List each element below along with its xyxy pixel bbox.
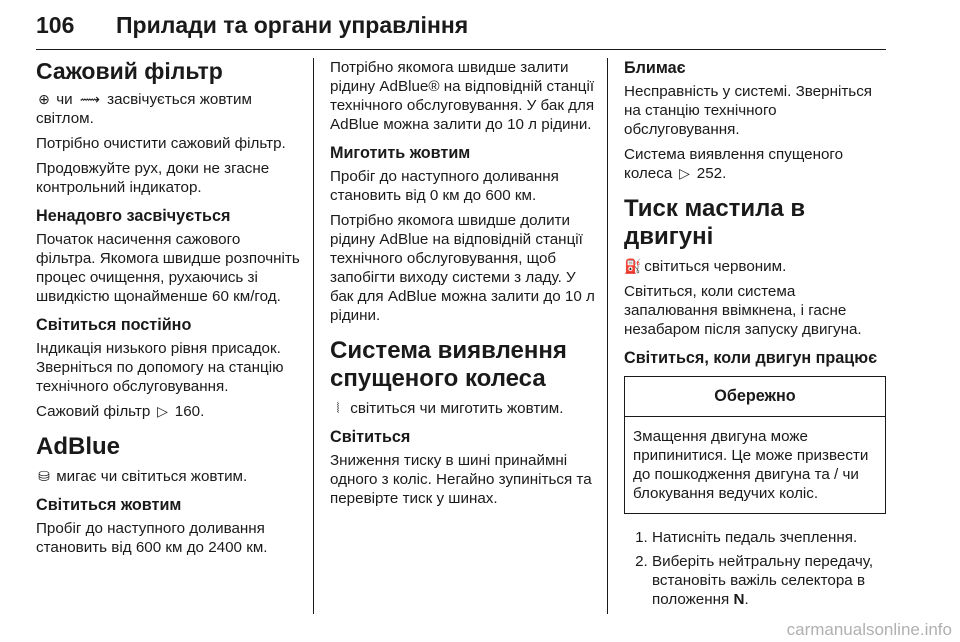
soot-filter-icon: ⊕	[38, 91, 50, 107]
paragraph-tpms-indicator	[330, 399, 600, 418]
page-header	[36, 10, 886, 50]
tire-pressure-icon: ⦚	[336, 400, 340, 416]
header-rule	[36, 49, 886, 50]
paragraph-constantly-lit: Індикація низького рівня присадок. Зверніться по допомогу на станцію технічного обслуговування.	[36, 340, 284, 395]
paragraph-refill-1: Потрібно якомога швидше залити рідину AdBlue® на відповідній станції технічного обслуговування. У бак для AdBlue можна залити до 10 л рідини.	[330, 59, 595, 133]
page-number: 106	[36, 12, 75, 38]
paragraph-continue-driving: Продовжуйте рух, доки не згасне контрольний індикатор.	[36, 160, 270, 196]
step-2-end: .	[744, 591, 749, 608]
text-light: світлом.	[36, 110, 94, 127]
oil-text: світиться червоним.	[644, 258, 787, 275]
heading-flashes-yellow: Миготить жовтим	[330, 144, 471, 162]
oil-can-icon: ⛽	[624, 258, 642, 274]
heading-oil-pressure: Тиск мастила в двигуні	[624, 195, 806, 250]
heading-constantly-lit: Світиться постійно	[36, 316, 192, 334]
list-item	[652, 552, 886, 609]
watermark: carmanualsonline.info	[786, 620, 952, 639]
column-divider-2	[607, 58, 608, 614]
step-2-text: Виберіть нейтральну передачу, встановіть важіль селектора в положення	[652, 553, 874, 608]
gear-position-n: N	[733, 591, 745, 608]
paragraph-oil-lit: Світиться, коли система запалювання ввімкнена, і гасне незабаром після запуску двигуна.	[624, 283, 862, 338]
paragraph-lit: Зниження тиску в шині принаймні одного з коліс. Негайно зупиніться та перевірте тиск у шинах.	[330, 452, 592, 507]
heading-lights-yellow: Світиться жовтим	[36, 496, 182, 514]
heading-briefly-lit: Ненадовго засвічується	[36, 207, 231, 225]
caution-body: Змащення двигуна може припинитися. Це може призвести до пошкодження двигуна та / чи блокування ведучих коліс.	[633, 428, 869, 502]
paragraph-clean-filter: Потрібно очистити сажовий фільтр.	[36, 135, 286, 152]
heading-engine-running: Світиться, коли двигун працює	[624, 349, 878, 367]
heading-flashes: Блимає	[624, 59, 686, 77]
adblue-icon: ⛁	[38, 468, 50, 484]
reference-page: 160.	[174, 403, 205, 420]
filter-alt-icon: ⟿	[79, 91, 100, 107]
heading-adblue: AdBlue	[36, 433, 120, 460]
text-lights-yellow: засвічується жовтим	[107, 91, 252, 108]
heading-lit: Світиться	[330, 428, 411, 446]
reference-text: Сажовий фільтр	[36, 403, 151, 420]
paragraph-system-reference	[624, 145, 886, 183]
paragraph-adblue-indicator	[36, 467, 302, 486]
heading-tpms: Система виявлення спущеного колеса	[330, 337, 567, 392]
adblue-text: мигає чи світиться жовтим.	[56, 468, 248, 485]
paragraph-briefly-lit: Початок насичення сажового фільтра. Якомога швидше розпочніть процес очищення, рухаючись зі швидкістю щонайменше 60 км/год.	[36, 231, 300, 305]
steps-list	[624, 528, 886, 609]
caution-title: Обережно	[625, 377, 885, 417]
column-2	[330, 58, 600, 514]
caution-box	[624, 376, 886, 514]
column-1	[36, 58, 302, 563]
page-ref-arrow-icon: ▷	[157, 403, 168, 419]
page-header-title: Прилади та органи управління	[116, 12, 469, 38]
system-reference-page: 252.	[696, 165, 727, 182]
paragraph-flashes: Несправність у системі. Зверніться на станцію технічного обслуговування.	[624, 83, 873, 138]
page-ref-arrow-icon: ▷	[679, 165, 690, 181]
paragraph-lights-yellow: Пробіг до наступного доливання становить від 600 км до 2400 км.	[36, 520, 268, 556]
paragraph-flashes-yellow: Пробіг до наступного доливання становить від 0 км до 600 км.	[330, 168, 559, 204]
list-item: 1. Натисніть педаль зчеплення.	[652, 528, 886, 547]
paragraph-filter-reference	[36, 402, 302, 421]
paragraph-oil-indicator	[624, 257, 886, 276]
system-reference-text: Система виявлення спущеного колеса	[624, 146, 844, 182]
heading-soot-filter: Сажовий фільтр	[36, 58, 223, 84]
column-divider-1	[313, 58, 314, 614]
tpms-text: світиться чи миготить жовтим.	[350, 400, 564, 417]
text-or: чи	[56, 91, 73, 108]
paragraph-refill-2: Потрібно якомога швидше долити рідину AdBlue на відповідній станції технічного обслуговування, щоб запобігти виходу системи з ладу. У бак для AdBlue можна залити до 10 л рідини.	[330, 212, 595, 324]
column-3	[624, 58, 886, 614]
paragraph-filter-indicator	[36, 90, 302, 128]
